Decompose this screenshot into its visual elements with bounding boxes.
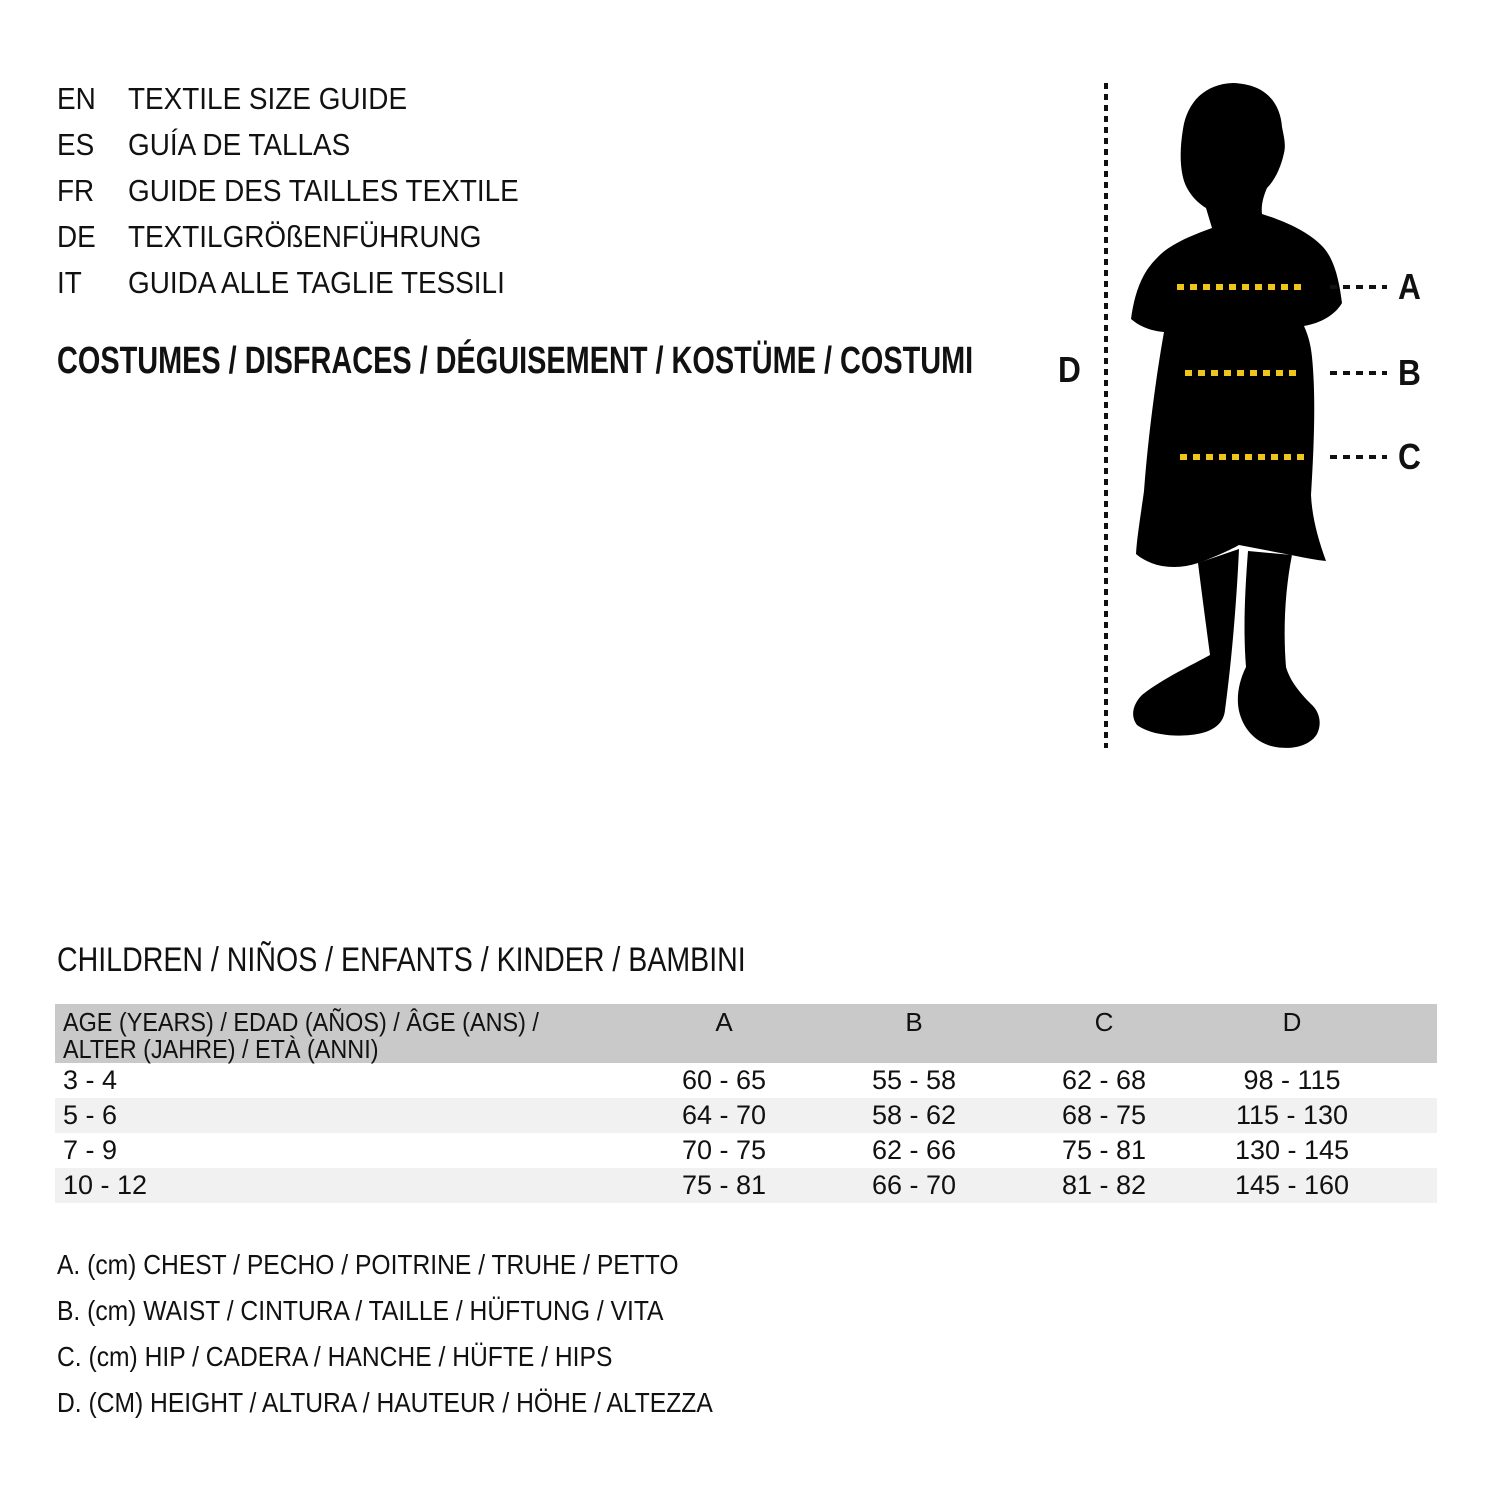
- column-header-a: A: [715, 1007, 733, 1037]
- hip-leader-line: [1330, 455, 1387, 459]
- chest-cell: 64 - 70: [681, 1100, 767, 1130]
- table-row: [55, 1098, 1437, 1133]
- table-row: [55, 1133, 1437, 1168]
- table-row: [55, 1168, 1437, 1203]
- height-cell: 145 - 160: [1234, 1170, 1350, 1200]
- hip-label: C: [1398, 436, 1421, 477]
- language-row-de: [57, 214, 562, 260]
- hip-cell: 75 - 81: [1061, 1135, 1147, 1165]
- age-cell: 10 - 12: [63, 1170, 148, 1200]
- language-code: EN: [57, 81, 96, 116]
- children-size-table: [55, 1004, 1437, 1203]
- waist-label: B: [1398, 352, 1421, 393]
- language-code: DE: [57, 219, 96, 254]
- hip-cell: 62 - 68: [1061, 1065, 1147, 1095]
- language-code: IT: [57, 265, 82, 300]
- hip-cell: 81 - 82: [1061, 1170, 1147, 1200]
- waist-cell: 58 - 62: [871, 1100, 957, 1130]
- column-header-c: C: [1094, 1007, 1114, 1037]
- hip-cell: 68 - 75: [1061, 1100, 1147, 1130]
- language-row-en: [57, 76, 562, 122]
- language-row-es: [57, 122, 562, 168]
- language-label: GUÍA DE TALLAS: [128, 127, 351, 162]
- language-row-it: [57, 260, 562, 306]
- waist-cell: 66 - 70: [871, 1170, 957, 1200]
- language-list: [57, 76, 562, 306]
- language-label: GUIDE DES TAILLES TEXTILE: [128, 173, 519, 208]
- waist-cell: 62 - 66: [871, 1135, 957, 1165]
- chest-cell: 70 - 75: [681, 1135, 767, 1165]
- category-title: COSTUMES / DISFRACES / DÉGUISEMENT / KOSTÜME / COSTUMI: [57, 340, 974, 382]
- age-header-line1: AGE (YEARS) / EDAD (AÑOS) / ÂGE (ANS) /: [63, 1007, 539, 1037]
- legend-waist: B. (cm) WAIST / CINTURA / TAILLE / HÜFTUNG / VITA: [57, 1295, 664, 1326]
- legend-chest: A. (cm) CHEST / PECHO / POITRINE / TRUHE / PETTO: [57, 1249, 679, 1280]
- language-code: ES: [57, 127, 95, 162]
- language-label: TEXTILGRÖßENFÜHRUNG: [128, 219, 482, 254]
- age-header-line2: ALTER (JAHRE) / ETÀ (ANNI): [63, 1034, 379, 1064]
- language-code: FR: [57, 173, 95, 208]
- age-column-header: [55, 1004, 629, 1063]
- height-cell: 130 - 145: [1234, 1135, 1350, 1165]
- chest-measure-line: [1177, 284, 1302, 290]
- measurement-diagram: [1040, 75, 1500, 765]
- table-header-row: [55, 1004, 1437, 1063]
- chest-cell: 75 - 81: [681, 1170, 767, 1200]
- age-cell: 7 - 9: [63, 1135, 118, 1165]
- column-header-b: B: [905, 1007, 923, 1037]
- chest-label: A: [1398, 266, 1421, 307]
- legend-hip: C. (cm) HIP / CADERA / HANCHE / HÜFTE / HIPS: [57, 1341, 613, 1372]
- table-row: [55, 1063, 1437, 1098]
- column-header-d: D: [1282, 1007, 1302, 1037]
- age-cell: 3 - 4: [63, 1065, 118, 1095]
- waist-measure-line: [1185, 370, 1297, 376]
- chest-leader-line: [1330, 285, 1387, 289]
- language-label: TEXTILE SIZE GUIDE: [128, 81, 408, 116]
- height-label: D: [1058, 349, 1081, 390]
- legend-height: D. (CM) HEIGHT / ALTURA / HAUTEUR / HÖHE / ALTEZZA: [57, 1387, 713, 1418]
- height-cell: 115 - 130: [1235, 1100, 1349, 1130]
- waist-cell: 55 - 58: [871, 1065, 957, 1095]
- height-cell: 98 - 115: [1243, 1065, 1341, 1095]
- waist-leader-line: [1330, 371, 1387, 375]
- language-label: GUIDA ALLE TAGLIE TESSILI: [128, 265, 505, 300]
- child-silhouette-icon: [1040, 75, 1500, 765]
- chest-cell: 60 - 65: [681, 1065, 767, 1095]
- hip-measure-line: [1180, 454, 1305, 460]
- children-section-title: CHILDREN / NIÑOS / ENFANTS / KINDER / BAMBINI: [57, 941, 746, 979]
- language-row-fr: [57, 168, 562, 214]
- measurement-legend: [57, 1242, 802, 1426]
- age-cell: 5 - 6: [63, 1100, 118, 1130]
